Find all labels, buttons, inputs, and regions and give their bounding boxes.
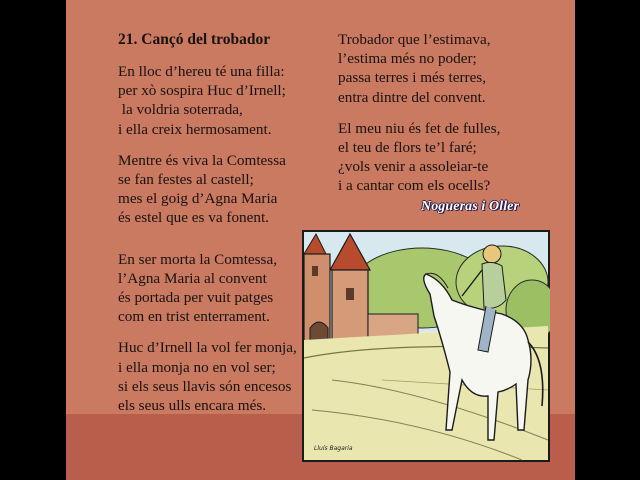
verse-line: és portada per vuit patges	[118, 289, 274, 307]
illustration-drawing	[302, 230, 550, 462]
song-title: 21. Cançó del trobador	[118, 31, 271, 48]
verse-line: com en trist enterrament.	[118, 308, 270, 326]
verse-line: El meu niu és fet de fulles,	[338, 119, 501, 137]
stanza-5	[338, 30, 568, 107]
verse-line: entra dintre del convent.	[338, 88, 486, 106]
rider-body	[482, 262, 506, 308]
verse-line: En lloc d’hereu té una filla:	[118, 63, 285, 80]
castle-window	[312, 266, 318, 276]
stanza-2	[118, 151, 328, 228]
rider-head	[483, 245, 501, 263]
verse-line: i a cantar com els ocells?	[338, 177, 491, 195]
verse-line: passa terres i més terres,	[338, 69, 487, 87]
verse-line: l’estima més no poder;	[338, 50, 477, 68]
verse-line: els seus ulls encara més.	[118, 397, 267, 415]
verse-line: i ella creix hermosament.	[118, 120, 272, 138]
stanza-3	[118, 250, 328, 327]
verse-line: ¿vols venir a assoleiar-te	[338, 158, 489, 176]
verse-line: la voldria soterrada,	[118, 101, 243, 119]
troubadour-illustration	[302, 230, 550, 462]
stanza-4	[118, 338, 328, 415]
artist-signature: Lluís Bagaria	[314, 445, 353, 452]
composer-credit: Nogueras i Oller	[421, 199, 520, 214]
castle-window	[346, 288, 354, 300]
verse-line: se fan festes al castell;	[118, 171, 254, 189]
right-column	[338, 30, 568, 208]
verse-line: l’Agna Maria al convent	[118, 269, 267, 287]
verse-line: Mentre és viva la Comtessa	[118, 151, 286, 169]
verse-line: Trobador que l’estimava,	[338, 31, 491, 48]
verse-line: i ella monja no en vol ser;	[118, 358, 276, 376]
verse-line: el teu de flors te’l faré;	[338, 139, 477, 157]
verse-line: si els seus llavis són encesos	[118, 377, 292, 395]
book-page	[66, 0, 575, 480]
verse-line: En ser morta la Comtessa,	[118, 250, 278, 268]
verse-line: Huc d’Irnell la vol fer monja,	[118, 339, 297, 357]
stanza-1	[118, 62, 328, 139]
verse-line: per xò sospira Huc d’Irnell;	[118, 82, 286, 100]
stanza-6	[338, 119, 568, 196]
verse-line: mes el goig d’Agna Maria	[118, 190, 278, 208]
left-column	[118, 30, 328, 427]
verse-line: és estel que es va fonent.	[118, 209, 269, 227]
